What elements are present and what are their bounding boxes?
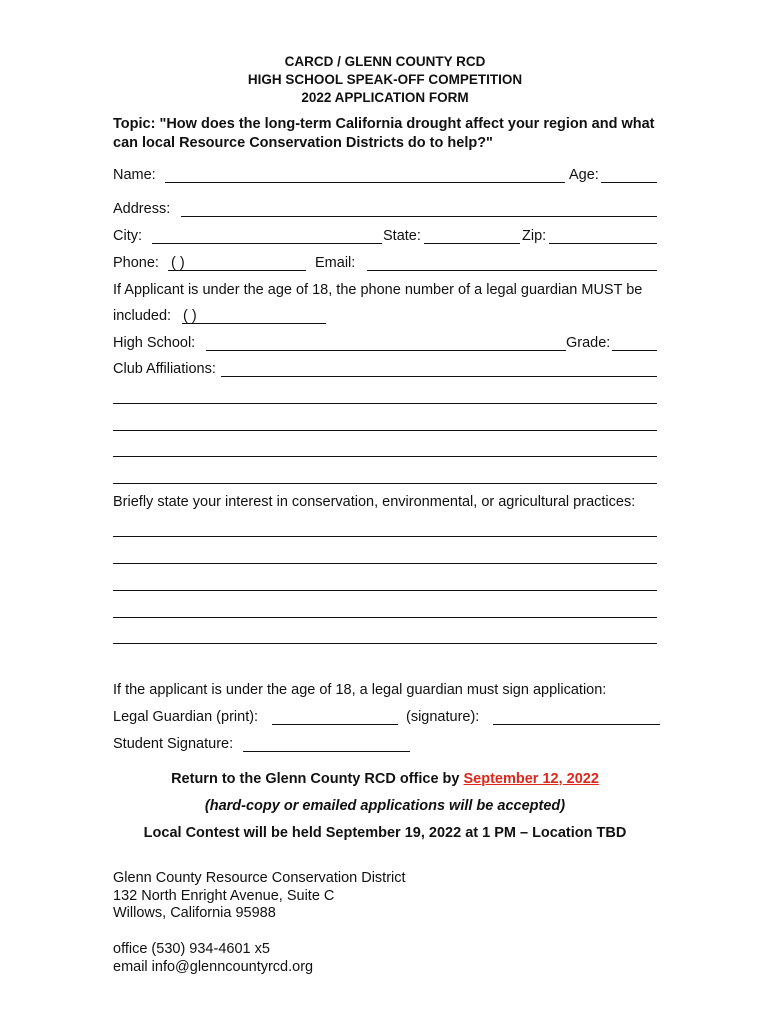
address-label: Address: (113, 201, 171, 217)
interest-line[interactable] (113, 643, 657, 644)
grade-field-line[interactable] (612, 350, 657, 351)
student-signature-line[interactable] (243, 751, 410, 752)
address-field-line[interactable] (181, 216, 657, 217)
interest-line[interactable] (113, 590, 657, 591)
local-contest-note: Local Contest will be held September 19, 2022 at 1 PM – Location TBD (143, 825, 627, 841)
name-field-line[interactable] (165, 182, 565, 183)
age-field-line[interactable] (601, 182, 657, 183)
return-deadline (0, 771, 770, 787)
guardian-print-label: Legal Guardian (print): (113, 709, 259, 725)
guardian-print-line[interactable] (272, 724, 398, 725)
hardcopy-note: (hard-copy or emailed applications will be accepted) (204, 798, 566, 814)
email-label: Email: (315, 255, 356, 271)
club-field-line[interactable] (221, 376, 657, 377)
club-extra-line[interactable] (113, 430, 657, 431)
form-competition-title: HIGH SCHOOL SPEAK-OFF COMPETITION (247, 72, 523, 87)
guardian-area-code: ( ) (183, 308, 197, 324)
phone-area-code: ( ) (171, 255, 185, 271)
student-signature-label: Student Signature: (113, 736, 234, 752)
interest-prompt: Briefly state your interest in conservation, environmental, or agricultural practices: (113, 494, 636, 510)
form-org-title: CARCD / GLENN COUNTY RCD (284, 54, 486, 69)
phone-area-line[interactable] (168, 270, 216, 271)
zip-label: Zip: (522, 228, 547, 244)
contact-street: 132 North Enright Avenue, Suite C (113, 888, 335, 904)
guardian-signature-label: (signature): (406, 709, 480, 725)
contact-email[interactable]: email info@glenncountyrcd.org (113, 959, 314, 975)
guardian-sign-note: If the applicant is under the age of 18, a legal guardian must sign application: (113, 682, 607, 698)
city-label: City: (113, 228, 142, 244)
contact-org: Glenn County Resource Conservation District (113, 870, 406, 886)
city-field-line[interactable] (152, 243, 382, 244)
form-year-title: 2022 APPLICATION FORM (301, 90, 469, 105)
grade-label: Grade: (566, 335, 611, 351)
club-extra-line[interactable] (113, 456, 657, 457)
club-extra-line[interactable] (113, 483, 657, 484)
email-field-line[interactable] (367, 270, 657, 271)
state-field-line[interactable] (424, 243, 520, 244)
guardian-area-line[interactable] (182, 323, 226, 324)
included-label: included: (113, 308, 172, 324)
guardian-signature-line[interactable] (493, 724, 660, 725)
guardian-phone-note: If Applicant is under the age of 18, the phone number of a legal guardian MUST be (113, 282, 643, 298)
topic-line-2: can local Resource Conservation Districts do to help?" (113, 135, 493, 151)
age-label: Age: (569, 167, 599, 183)
deadline-date: September 12, 2022 (463, 771, 599, 787)
phone-field-line[interactable] (216, 270, 306, 271)
high-school-label: High School: (113, 335, 196, 351)
interest-line[interactable] (113, 536, 657, 537)
phone-label: Phone: (113, 255, 159, 271)
zip-field-line[interactable] (549, 243, 657, 244)
contact-city: Willows, California 95988 (113, 905, 276, 921)
high-school-field-line[interactable] (206, 350, 566, 351)
club-extra-line[interactable] (113, 403, 657, 404)
guardian-phone-line[interactable] (226, 323, 326, 324)
state-label: State: (383, 228, 421, 244)
name-label: Name: (113, 167, 156, 183)
return-prefix: Return to the Glenn County RCD office by (171, 771, 460, 787)
contact-office-phone: office (530) 934-4601 x5 (113, 941, 270, 957)
topic-line-1: Topic: "How does the long-term California drought affect your region and what (113, 116, 655, 132)
club-affiliations-label: Club Affiliations: (113, 361, 216, 377)
interest-line[interactable] (113, 563, 657, 564)
interest-line[interactable] (113, 617, 657, 618)
